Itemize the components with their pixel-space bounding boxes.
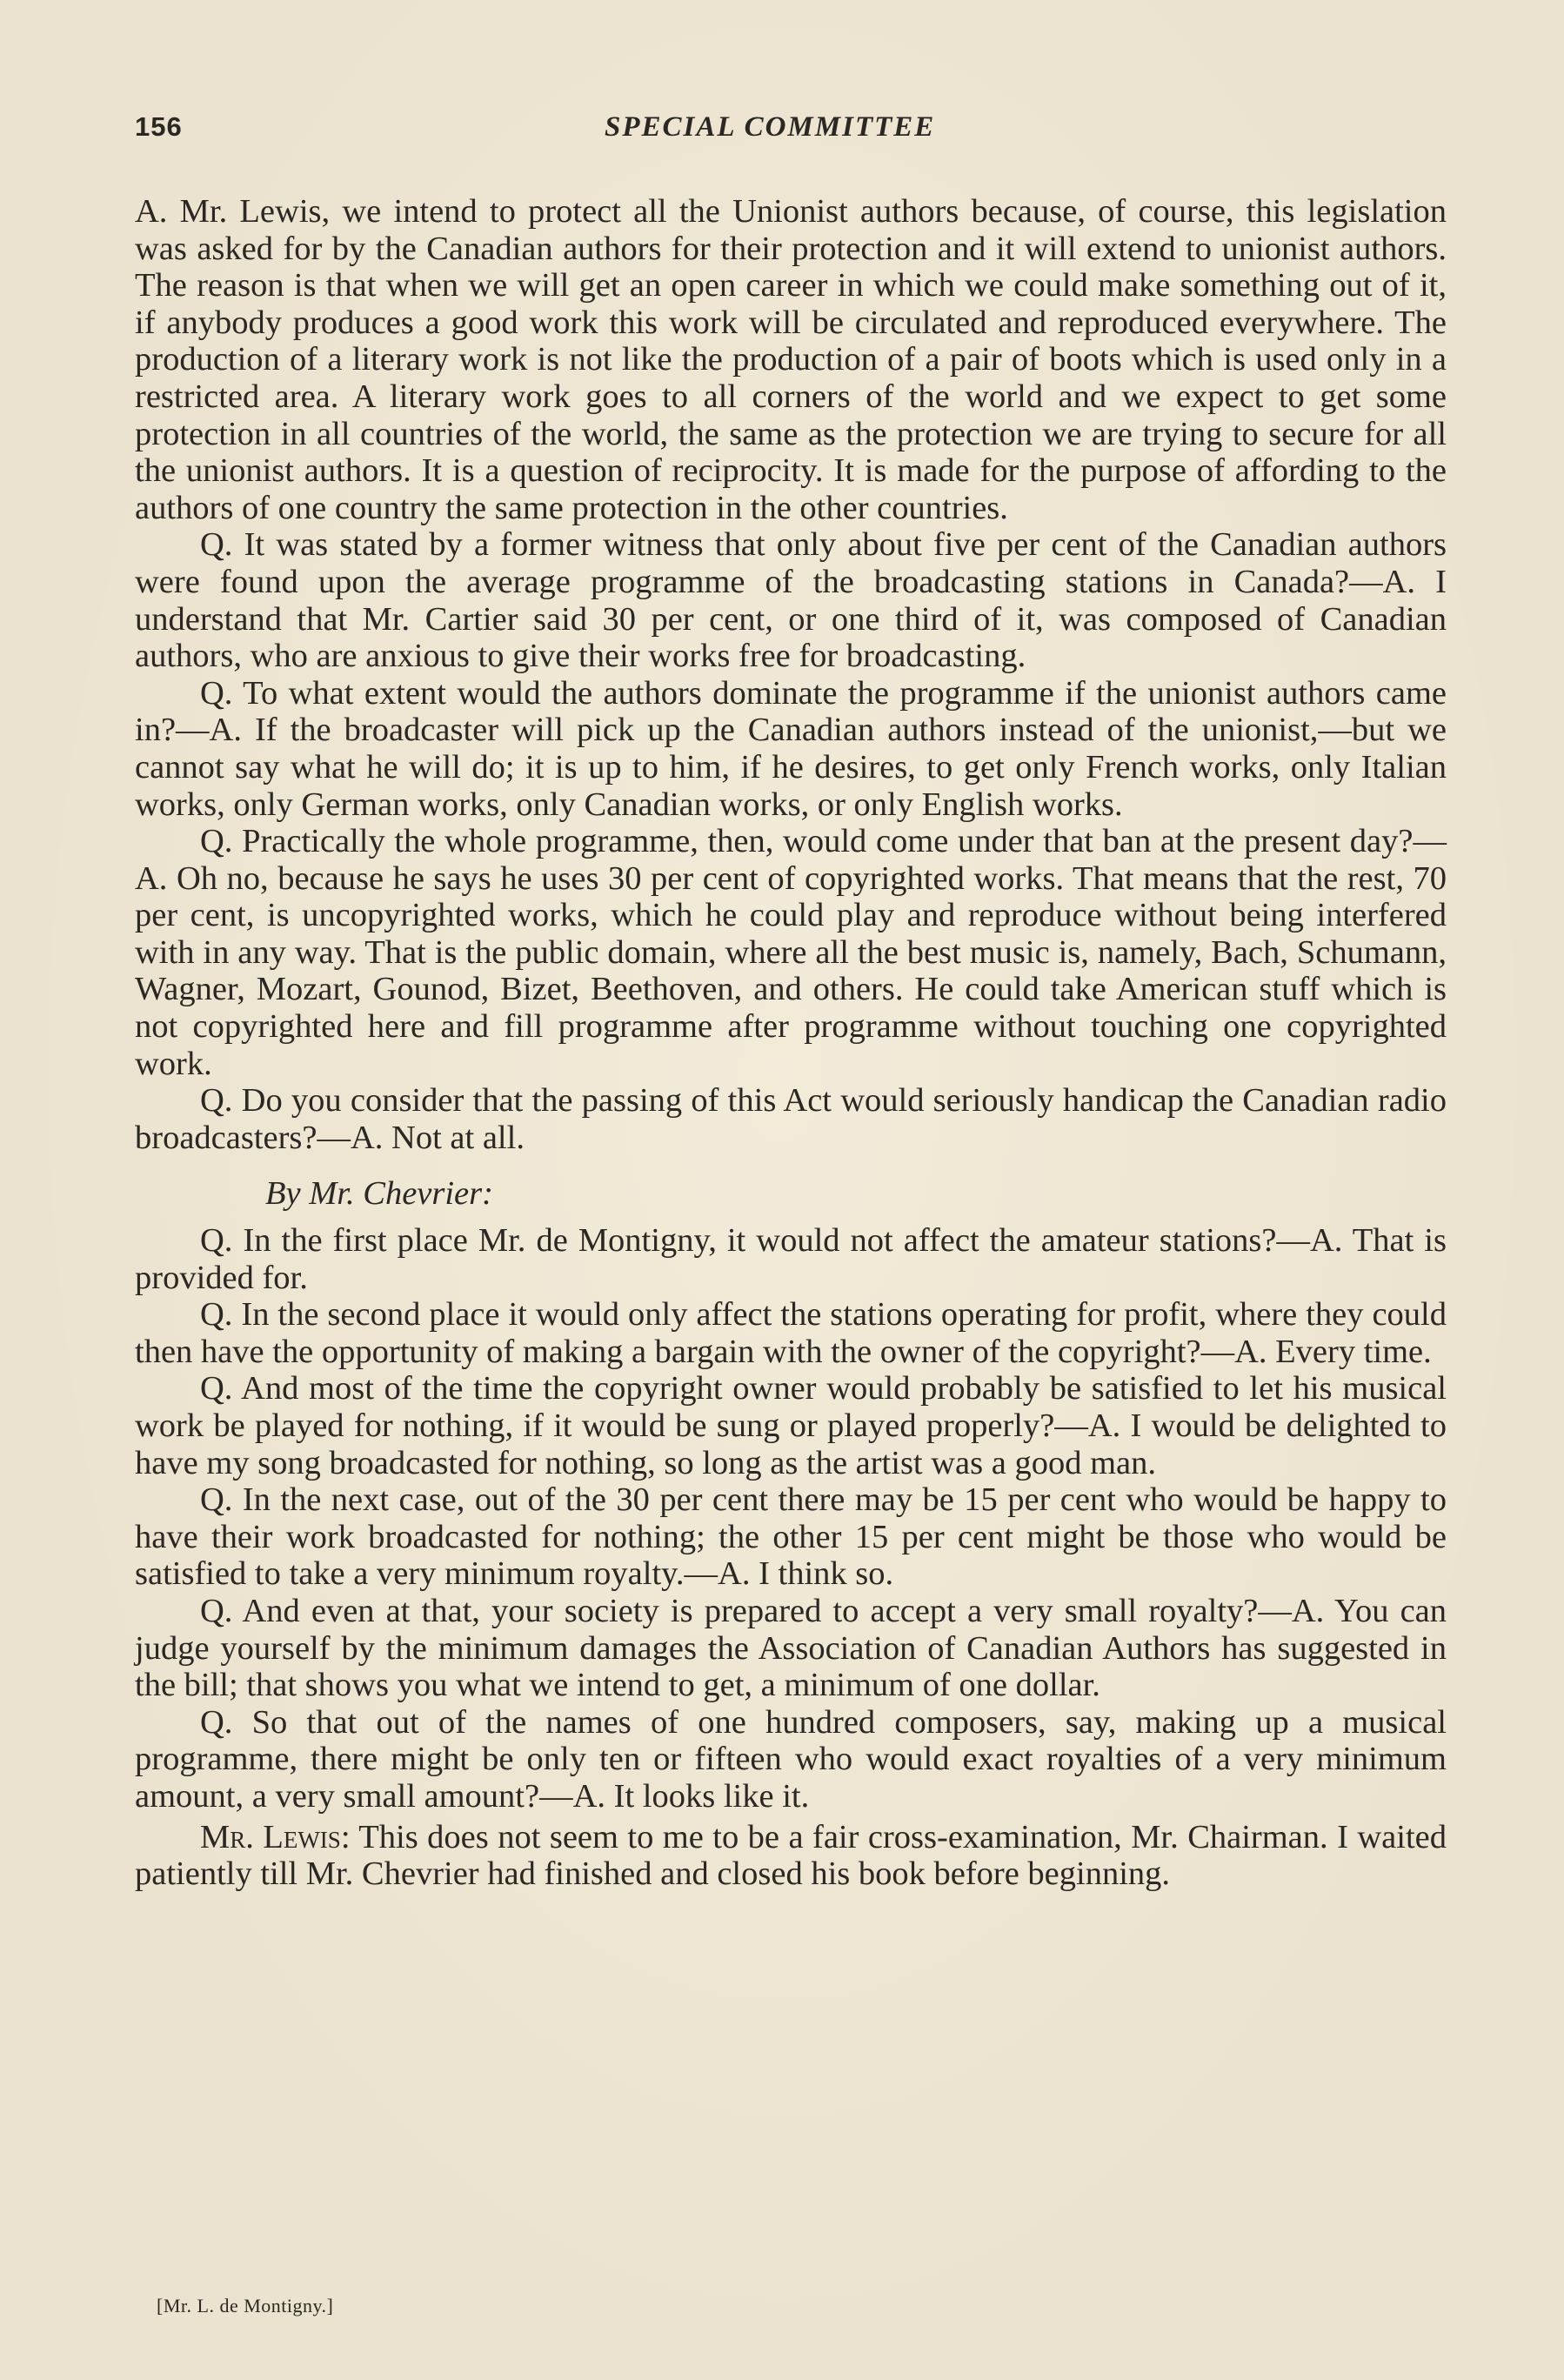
body-text <box>135 193 1447 1893</box>
question-paragraph: Q. In the next case, out of the 30 per cent there may be 15 per cent who would be happy to have their work broadcasted for nothing; the other 15 per cent might be those who would be satisfied to take a very minimum royalty.—A. I think so. <box>135 1481 1447 1593</box>
speaker-text: This does not seem to me to be a fair cross-examination, Mr. Chairman. I waited patiently till Mr. Chevrier had finished and closed his book before beginning. <box>135 1818 1447 1893</box>
question-paragraph: Q. And most of the time the copyright owner would probably be satisfied to let his musical work be played for nothing, if it would be sung or played properly?—A. I would be delighted to have my song broadcasted for nothing, so long as the artist was a good man. <box>135 1370 1447 1481</box>
examiner-heading: By Mr. Chevrier: <box>265 1175 493 1213</box>
speaker-statement <box>135 1819 1447 1893</box>
page-number: 156 <box>135 111 183 142</box>
question-paragraph: Q. In the second place it would only affect the stations operating for profit, where they could then have the opportunity of making a bargain with the owner of the copyright?—A. Every time. <box>135 1296 1447 1370</box>
question-paragraph: Q. To what extent would the authors dominate the programme if the unionist authors came in?—A. If the broadcaster will pick up the Canadian authors instead of the unionist,—but we cannot say what he will do; it is up to him, if he desires, to get only French works, only Italian works, only German works, only Canadian works, or only English works. <box>135 674 1447 823</box>
question-paragraph: Q. Practically the whole programme, then, would come under that ban at the present day?—A. Oh no, because he says he uses 30 per cent of copyrighted works. That means that the rest, 70 per cent, is uncopyrighted works, which he could play and reproduce without being interfered with in any way. That is the public domain, where all the best music is, namely, Bach, Schumann, Wagner, Mozart, Gounod, Bizet, Beethoven, and others. He could take American stuff which is not copyrighted here and fill programme after programme without touching one copyrighted work. <box>135 823 1447 1082</box>
question-paragraph: Q. And even at that, your society is prepared to accept a very small royalty?—A. You can judge yourself by the minimum damages the Association of Canadian Authors has suggested in the bill; that shows you what we intend to get, a minimum of one dollar. <box>135 1592 1447 1704</box>
page-header <box>135 111 1448 155</box>
question-paragraph: Q. It was stated by a former witness that only about five per cent of the Canadian authors were found upon the average programme of the broadcasting stations in Canada?—A. I understand that Mr. Cartier said 30 per cent, or one third of it, was composed of Canadian authors, who are anxious to give their works free for broadcasting. <box>135 526 1447 675</box>
question-paragraph: Q. Do you consider that the passing of this Act would seriously handicap the Canadian radio broadcasters?—A. Not at all. <box>135 1082 1447 1156</box>
speaker-name: Mr. Lewis: <box>200 1818 351 1855</box>
running-title: SPECIAL COMMITTEE <box>605 111 936 143</box>
witness-footnote: [Mr. L. de Montigny.] <box>157 2295 334 2316</box>
question-paragraph: Q. In the first place Mr. de Montigny, it would not affect the amateur stations?—A. That is provided for. <box>135 1222 1447 1296</box>
question-paragraph: Q. So that out of the names of one hundred composers, say, making up a musical programme, there might be only ten or fifteen who would exact royalties of a very minimum amount, a very small amount?—A. It looks like it. <box>135 1703 1447 1815</box>
answer-paragraph: A. Mr. Lewis, we intend to protect all the Unionist authors because, of course, this legislation was asked for by the Canadian authors for their protection and it will extend to unionist authors. The reason is that when we will get an open career in which we could make something out of it, if anybody produces a good work this work will be circulated and reproduced everywhere. The production of a literary work is not like the production of a pair of boots which is used only in a restricted area. A literary work goes to all corners of the world and we expect to get some protection in all countries of the world, the same as the protection we are trying to secure for all the unionist authors. It is a question of reciprocity. It is made for the purpose of affording to the authors of one country the same protection in the other countries. <box>135 193 1447 526</box>
